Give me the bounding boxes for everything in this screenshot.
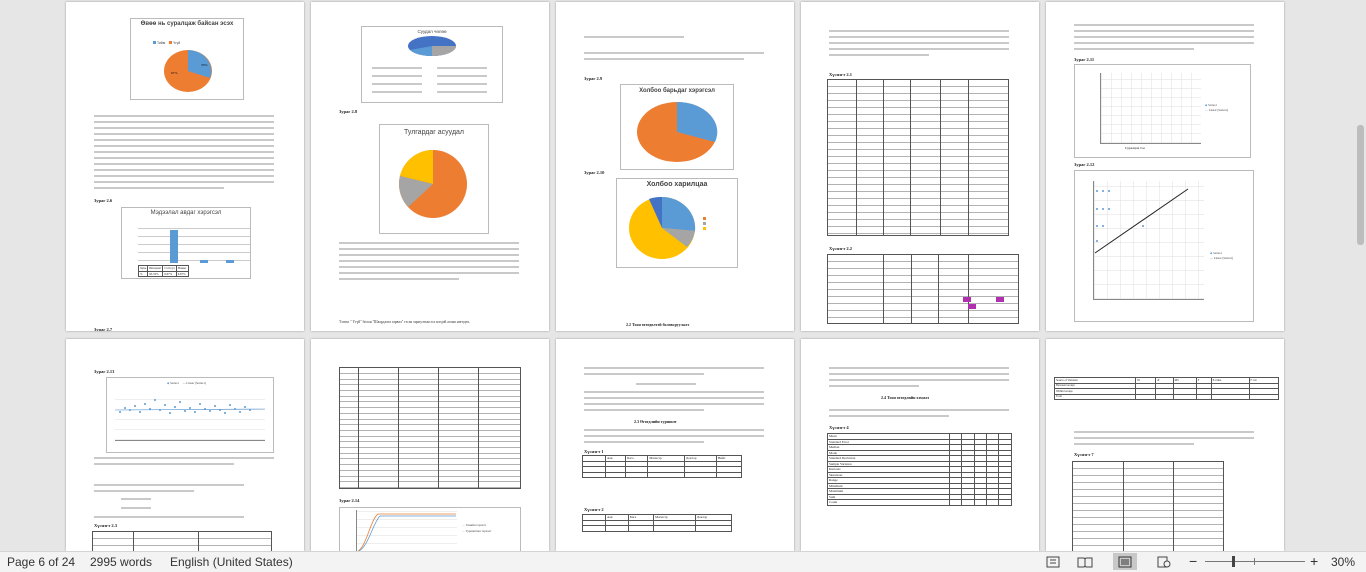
scatter-chart-1 (1074, 64, 1251, 158)
page-thumbnail-9[interactable] (801, 339, 1039, 551)
bar-data-table: Хувь Интернет Сэтгүүл Номыг % 93.33% 6.67% 6.67% (140, 266, 187, 276)
chart-title: Тулгардаг асуудал (403, 129, 465, 136)
bar-chart-info-sources (121, 207, 251, 279)
trendline (1093, 181, 1203, 299)
scatter-chart-3 (106, 377, 274, 453)
status-bar (0, 551, 1366, 572)
chart-title: Холбоо харилцаа (646, 181, 708, 188)
figure-label: Зураг 2.10 (584, 170, 605, 175)
page-thumbnail-4[interactable] (801, 2, 1039, 331)
section-heading: 2.4 Тоон өгөгдлийн хэмжээ (881, 395, 930, 400)
chart-title: Өвөө нь суралцаж байсан эсэх (140, 21, 234, 27)
pie-chart-contact-tools (620, 84, 734, 170)
table-label: Хүснэгт 2.3 (94, 523, 118, 528)
distribution-curves (356, 510, 456, 551)
crosstab-table-1: Аав Бага Магистр Доктор Нийт (582, 455, 742, 478)
vertical-scrollbar[interactable] (1355, 0, 1366, 551)
focus-icon (1046, 556, 1060, 568)
distribution-chart (339, 507, 521, 551)
word-count[interactable]: 2995 words (90, 555, 153, 569)
figure-label: Зураг 2.7 (94, 327, 113, 331)
chart-legend: ◆ Series1 — Linear (Series1) (1210, 251, 1234, 260)
table-label: Хүснэгт 4 (829, 425, 849, 430)
pie-chart-grandparent (130, 18, 244, 100)
print-layout-button[interactable] (1113, 553, 1137, 570)
scrollbar-thumb[interactable] (1357, 125, 1364, 245)
figure-label: Зураг 2.9 (584, 76, 603, 81)
page-thumbnail-3[interactable] (556, 2, 794, 331)
table-label: Хүснэгт 2.2 (829, 246, 853, 251)
zoom-slider-center-mark (1254, 558, 1255, 565)
x-axis-label: Суралцах тоо (1125, 146, 1146, 150)
pie-chart-problems (379, 124, 489, 234)
bar-internet (170, 230, 178, 263)
pie-graphic (407, 35, 457, 57)
pie-pct-small: 33% (201, 63, 208, 67)
chart-legend (153, 41, 180, 45)
crosstab-table-2: Аав Бага Магистр Доктор (582, 514, 732, 532)
pie-graphic (635, 99, 719, 165)
descriptive-stats-table: Mean Standard Error Median Mode Standard Deviation Sample Variance Kurtosis Skewness Range Minimum Maximum Sum Count (827, 433, 1012, 506)
legend-no: Үгүй (173, 41, 181, 45)
pie-graphic (398, 149, 468, 219)
section-heading: 2.2 Тоон өгөгдөлтэй боловсруулалт (626, 322, 690, 327)
zoom-level[interactable]: 30% (1331, 555, 1356, 569)
page-thumbnail-2[interactable] (311, 2, 549, 331)
table-label: Хүснэгт 2.1 (829, 72, 853, 77)
figure-label: Зураг 2.14 (339, 498, 360, 503)
anova-table: Source of Variation SS df MS F P-value F crit Between Groups Within Groups Total (1054, 377, 1279, 400)
page-thumbnail-5[interactable] (1046, 2, 1284, 331)
data-table-1 (827, 79, 1009, 236)
bar-books (226, 260, 234, 263)
figure-label: Зураг 2.8 (339, 109, 358, 114)
bar-magazine (200, 260, 208, 263)
chart-title: Суудал чөлөө (417, 29, 447, 34)
zoom-slider-thumb[interactable] (1232, 556, 1235, 567)
page-thumbnail-8[interactable] (556, 339, 794, 551)
data-table-3 (92, 531, 272, 551)
zoom-out-button[interactable]: − (1189, 553, 1198, 569)
figure-label: Зураг 2.12 (1074, 162, 1095, 167)
web-layout-button[interactable] (1152, 553, 1176, 570)
page-thumbnail-6[interactable] (66, 339, 304, 551)
pie-chart-seats (361, 26, 503, 103)
chart-legend: ◆ Series1 — Linear (Series1) (1205, 103, 1229, 112)
figure-label: Зураг 2.13 (94, 369, 115, 374)
chart-legend: ◆ Series1 — Linear (Series1) (167, 381, 206, 385)
scatter-chart-2 (1074, 170, 1254, 322)
web-layout-icon (1157, 556, 1171, 568)
data-table-2 (827, 254, 1019, 324)
table-label: Хүснэгт 7 (1074, 452, 1094, 457)
chart-title: Холбоо барьдаг хэрэгсэл (639, 88, 715, 94)
page-count[interactable]: Page 6 of 24 (7, 555, 76, 569)
chart-title: Мэдээлал авдаг хэрэгсэл (150, 210, 222, 216)
zoom-in-button[interactable]: + (1310, 553, 1319, 569)
table-label: Хүснэгт 1 (584, 449, 604, 454)
pie-legend (703, 217, 706, 232)
page-footer-text: Тэгвэл " Үгүй" болон "Шаардлага гарвал" гэсэн хариултын эсх нэгдэй асмаа нөгөдөх. (339, 320, 471, 324)
zoom-slider[interactable] (1205, 561, 1305, 562)
page-thumbnail-7[interactable] (311, 339, 549, 551)
pie-graphic (627, 195, 697, 261)
focus-mode-button[interactable] (1041, 553, 1065, 570)
page-layout-icon (1118, 556, 1132, 568)
book-icon (1077, 556, 1093, 568)
chart-legend: — Хэвийн тархалт — Туршилтын тархалт (462, 523, 492, 533)
figure-label: Зураг 2.11 (1074, 57, 1095, 62)
pie-pct-big: 67% (171, 71, 178, 75)
table-label: Хүснэгт 2 (584, 507, 604, 512)
section-heading: 2.3 Өгөгдлийн туршилт (634, 419, 677, 424)
pie-chart-communication (616, 178, 738, 268)
scatter-points (115, 390, 265, 440)
data-table-4 (339, 367, 521, 489)
language-indicator[interactable]: English (United States) (170, 555, 293, 569)
read-mode-button[interactable] (1073, 553, 1097, 570)
page-thumbnail-10[interactable] (1046, 339, 1284, 551)
data-table-5 (1072, 461, 1224, 551)
figure-label: Зураг 2.6 (94, 198, 113, 203)
page-thumbnail-1[interactable] (66, 2, 304, 331)
legend-yes: Тийм (156, 41, 166, 45)
